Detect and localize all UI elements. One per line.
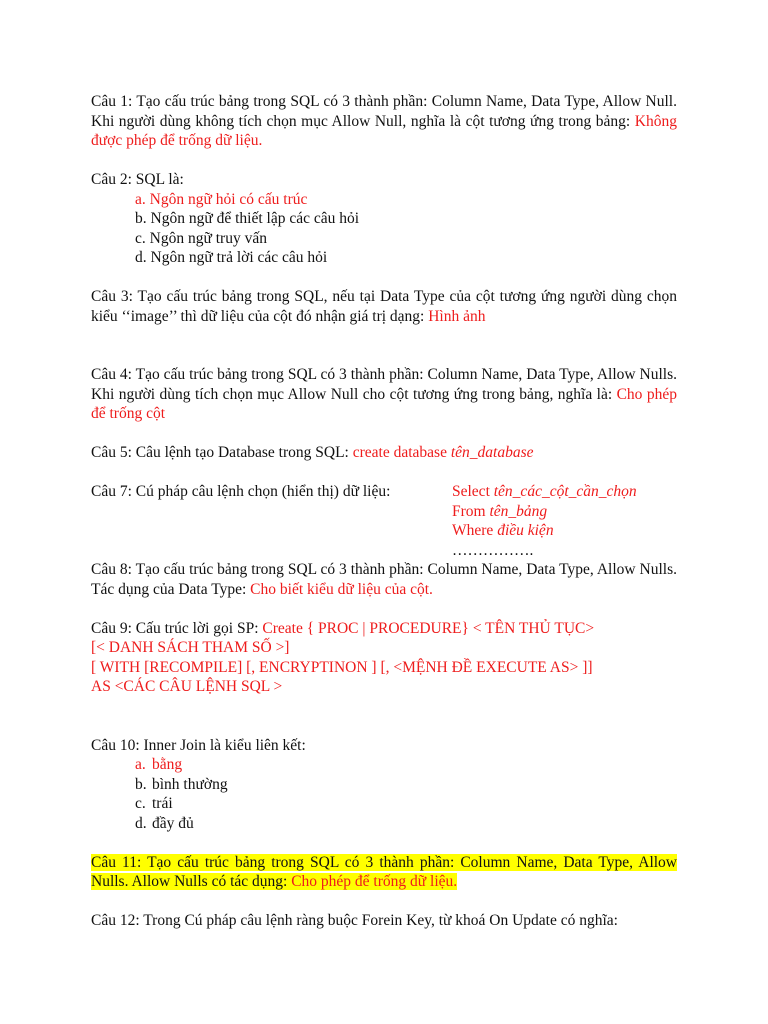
option-a: a. Ngôn ngữ hỏi có cấu trúc — [135, 190, 308, 208]
select-argument: tên_các_cột_cần_chọn — [493, 483, 637, 500]
answer-text: Không được phép để trống dữ liệu. — [91, 112, 677, 149]
question-text: Câu 1: Tạo cấu trúc bảng trong SQL có 3 thành phần: Column Name, Data Type, Allow Null. Khi người dùng không tích chọn mục Allow Null, nghĩa là cột tương ứng trong bảng: — [91, 93, 677, 130]
syntax-line-3: [ WITH [RECOMPILE] [, ENCRYPTINON ] [, <MỆNH ĐỀ EXECUTE AS> ]] — [91, 658, 593, 676]
question-4 — [91, 365, 677, 424]
question-text: Câu 5: Câu lệnh tạo Database trong SQL: — [91, 444, 353, 461]
option-b — [91, 775, 677, 795]
answer-text: create database — [352, 444, 451, 461]
answer-placeholder: tên_database — [450, 444, 534, 461]
question-text: Câu 7: Cú pháp câu lệnh chọn (hiển thị) dữ liệu: — [91, 483, 391, 500]
question-5 — [91, 443, 677, 463]
option-c: c. Ngôn ngữ truy vấn — [135, 229, 267, 247]
syntax-line-1: Create { PROC | PROCEDURE} < TÊN THỦ TỤC> — [262, 619, 595, 637]
from-argument: tên_bảng — [489, 502, 548, 520]
where-argument: điều kiện — [497, 522, 554, 539]
answer-text: Cho phép để trống dữ liệu. — [291, 873, 458, 890]
question-text: Câu 8: Tạo cấu trúc bảng trong SQL có 3 thành phần: Column Name, Data Type, Allow Nulls. Tác dụng của Data Type: — [91, 561, 677, 598]
question-11 — [91, 853, 677, 892]
option-marker: b. — [135, 775, 147, 793]
option-a — [91, 755, 677, 775]
question-text: Câu 3: Tạo cấu trúc bảng trong SQL, nếu tại Data Type của cột tương ứng người dùng chọn kiểu ‘‘image’’ thì dữ liệu của cột đó nhận giá trị dạng: — [91, 288, 677, 325]
syntax-line-4: AS <CÁC CÂU LỆNH SQL > — [91, 678, 283, 695]
option-d — [91, 814, 677, 834]
question-3 — [91, 287, 677, 326]
question-7 — [91, 482, 677, 560]
option-d: d. Ngôn ngữ trả lời các câu hỏi — [135, 249, 328, 266]
option-text: trái — [152, 795, 173, 812]
syntax-line-2: [< DANH SÁCH THAM SỐ >] — [91, 639, 290, 656]
question-8 — [91, 560, 677, 599]
option-text: đầy đủ — [152, 814, 194, 832]
syntax-ellipsis: ……………. — [452, 541, 534, 559]
option-marker: d. — [135, 814, 147, 832]
select-keyword: Select — [452, 483, 494, 500]
option-text: bình thường — [152, 775, 228, 793]
option-marker: a. — [135, 756, 146, 773]
answer-text: Cho biết kiểu dữ liệu của cột. — [250, 580, 433, 598]
question-text: Câu 9: Cấu trúc lời gọi SP: — [91, 619, 263, 637]
question-text: Câu 4: Tạo cấu trúc bảng trong SQL có 3 thành phần: Column Name, Data Type, Allow Nulls. Khi người dùng tích chọn mục Allow Null cho cột tương ứng trong bảng, nghĩa là: — [91, 366, 677, 403]
option-b: b. Ngôn ngữ để thiết lập các câu hỏi — [135, 210, 360, 227]
question-10: Câu 10: Inner Join là kiểu liên kết: — [91, 736, 306, 754]
option-text: bằng — [152, 756, 183, 773]
from-keyword: From — [452, 502, 490, 520]
option-c — [91, 794, 677, 814]
document-page — [91, 92, 677, 931]
question-1 — [91, 92, 677, 151]
where-keyword: Where — [452, 522, 498, 539]
answer-text: Hình ảnh — [428, 307, 486, 325]
select-syntax — [452, 482, 677, 560]
question-12: Câu 12: Trong Cú pháp câu lệnh ràng buộc Forein Key, từ khoá On Update có nghĩa: — [91, 912, 618, 929]
answer-text: Cho phép để trống cột — [91, 385, 678, 422]
option-marker: c. — [135, 795, 146, 812]
question-2: Câu 2: SQL là: — [91, 171, 184, 188]
question-9 — [91, 619, 677, 697]
question-text: Câu 11: Tạo cấu trúc bảng trong SQL có 3 thành phần: Column Name, Data Type, Allow Nulls. Allow Nulls có tác dụng: — [91, 853, 677, 890]
